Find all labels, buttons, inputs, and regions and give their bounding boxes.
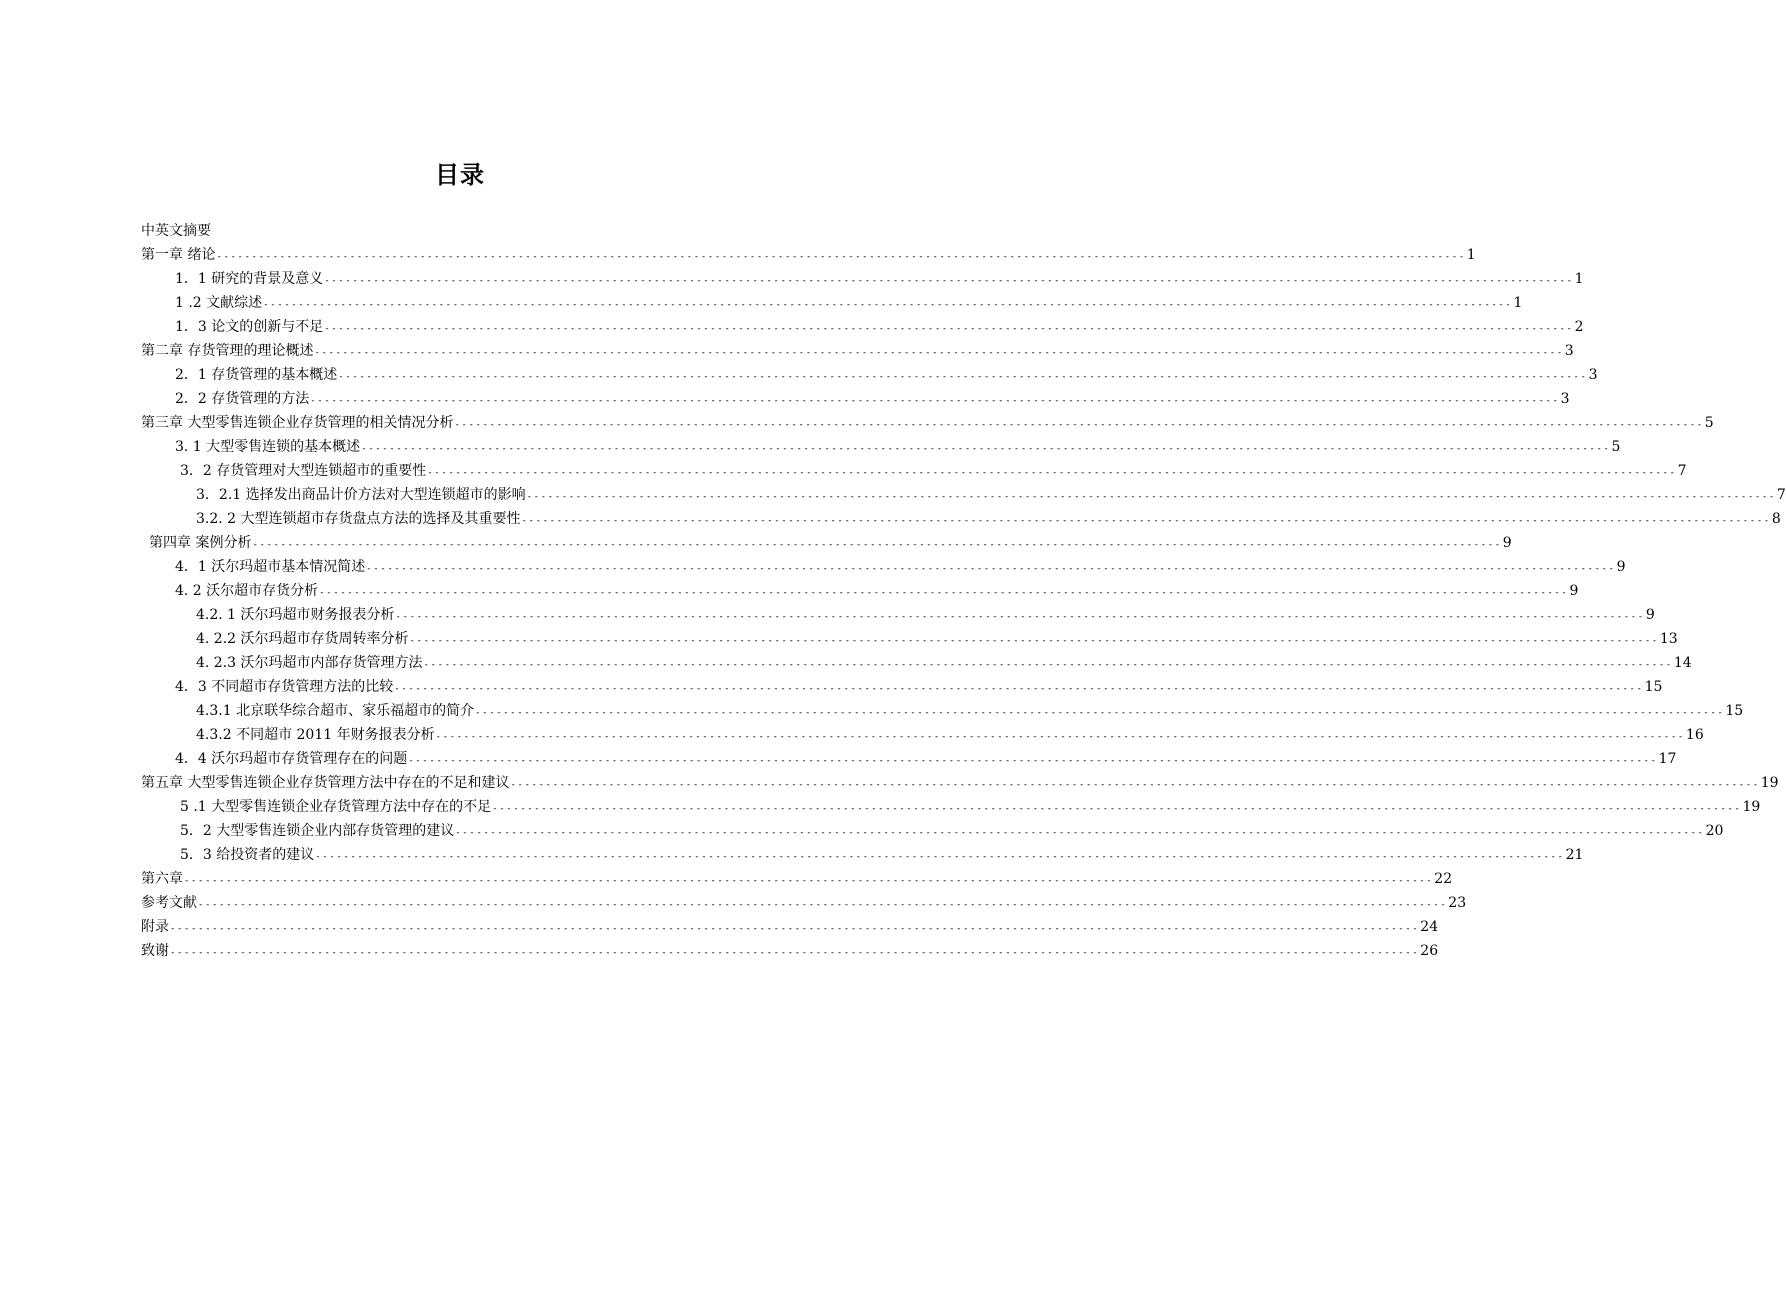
toc-entry-page: 7 bbox=[1776, 487, 1786, 503]
toc-entry-chapter-5[interactable] bbox=[141, 772, 1779, 794]
toc-dot-leader: ---------------------------------------------------------------------------------------------------------------------------------------------------------------------------------- bbox=[394, 684, 1644, 694]
toc-dot-leader: ---------------------------------------------------------------------------------------------------------------------------------------------------------------------------------- bbox=[263, 300, 1513, 310]
toc-entry-title: 附录 bbox=[141, 919, 169, 935]
toc-entry-appendix[interactable] bbox=[141, 916, 1439, 938]
toc-entry-page: 15 bbox=[1644, 679, 1663, 695]
toc-entry-4-3[interactable] bbox=[175, 676, 1663, 698]
toc-dot-leader: ---------------------------------------------------------------------------------------------------------------------------------------------------------------------------------- bbox=[170, 948, 1420, 958]
toc-entry-4-3-1[interactable] bbox=[196, 700, 1744, 722]
toc-entry-3-2-1[interactable] bbox=[196, 484, 1786, 506]
toc-entry-page: 9 bbox=[1502, 535, 1512, 551]
toc-entry-chapter-4[interactable] bbox=[149, 532, 1512, 554]
toc-entry-page: 1 bbox=[1574, 271, 1584, 287]
toc-entry-4-1[interactable] bbox=[175, 556, 1626, 578]
toc-entry-page: 3 bbox=[1564, 343, 1574, 359]
toc-entry-4-2-3[interactable] bbox=[196, 652, 1692, 674]
toc-dot-leader: ---------------------------------------------------------------------------------------------------------------------------------------------------------------------------------- bbox=[314, 348, 1564, 358]
toc-entry-3-1[interactable] bbox=[175, 436, 1621, 458]
toc-dot-leader: ---------------------------------------------------------------------------------------------------------------------------------------------------------------------------------- bbox=[526, 492, 1776, 502]
toc-dot-leader: ---------------------------------------------------------------------------------------------------------------------------------------------------------------------------------- bbox=[475, 708, 1725, 718]
toc-entry-page: 9 bbox=[1616, 559, 1626, 575]
toc-entry-page: 9 bbox=[1645, 607, 1655, 623]
toc-entry-title: 第二章 存货管理的理论概述 bbox=[141, 343, 314, 359]
toc-dot-leader: ---------------------------------------------------------------------------------------------------------------------------------------------------------------------------------- bbox=[319, 588, 1569, 598]
toc-dot-leader: ---------------------------------------------------------------------------------------------------------------------------------------------------------------------------------- bbox=[454, 420, 1704, 430]
toc-dot-leader: ---------------------------------------------------------------------------------------------------------------------------------------------------------------------------------- bbox=[427, 468, 1677, 478]
toc-entry-abstract[interactable] bbox=[141, 220, 781, 242]
toc-entry-title: 1 .2 文献综述 bbox=[175, 295, 263, 311]
toc-entry-chapter-6[interactable] bbox=[141, 868, 1453, 890]
toc-entry-1-3[interactable] bbox=[175, 316, 1584, 338]
toc-entry-page: 7 bbox=[1677, 463, 1687, 479]
toc-dot-leader: ---------------------------------------------------------------------------------------------------------------------------------------------------------------------------------- bbox=[455, 828, 1705, 838]
toc-entry-2-2[interactable] bbox=[175, 388, 1570, 410]
toc-entry-title: 第五章 大型零售连锁企业存货管理方法中存在的不足和建议 bbox=[141, 775, 510, 791]
toc-entry-page: 17 bbox=[1658, 751, 1677, 767]
toc-entry-title: 3.2. 2 大型连锁超市存货盘点方法的选择及其重要性 bbox=[196, 511, 521, 527]
toc-dot-leader: ---------------------------------------------------------------------------------------------------------------------------------------------------------------------------------- bbox=[408, 756, 1658, 766]
toc-entry-chapter-3[interactable] bbox=[141, 412, 1714, 434]
toc-entry-title: 第四章 案例分析 bbox=[149, 535, 252, 551]
toc-entry-title: 4.3.2 不同超市 2011 年财务报表分析 bbox=[196, 727, 435, 743]
toc-entry-4-2[interactable] bbox=[175, 580, 1579, 602]
toc-entry-page: 13 bbox=[1659, 631, 1678, 647]
toc-dot-leader: ---------------------------------------------------------------------------------------------------------------------------------------------------------------------------------- bbox=[198, 900, 1448, 910]
toc-entry-4-3-2[interactable] bbox=[196, 724, 1704, 746]
toc-dot-leader: ---------------------------------------------------------------------------------------------------------------------------------------------------------------------------------- bbox=[521, 516, 1771, 526]
toc-dot-leader: ---------------------------------------------------------------------------------------------------------------------------------------------------------------------------------- bbox=[184, 876, 1434, 886]
toc-entry-4-2-2[interactable] bbox=[196, 628, 1678, 650]
toc-dot-leader: ---------------------------------------------------------------------------------------------------------------------------------------------------------------------------------- bbox=[423, 660, 1673, 670]
toc-entry-page: 1 bbox=[1466, 247, 1476, 263]
toc-entry-acknowledgements[interactable] bbox=[141, 940, 1439, 962]
toc-dot-leader: ---------------------------------------------------------------------------------------------------------------------------------------------------------------------------------- bbox=[361, 444, 1611, 454]
toc-entry-page: 15 bbox=[1725, 703, 1744, 719]
toc-entry-page: 14 bbox=[1673, 655, 1692, 671]
toc-entry-1-2[interactable] bbox=[175, 292, 1523, 314]
toc-dot-leader: ---------------------------------------------------------------------------------------------------------------------------------------------------------------------------------- bbox=[315, 852, 1565, 862]
toc-dot-leader: ---------------------------------------------------------------------------------------------------------------------------------------------------------------------------------- bbox=[216, 252, 1466, 262]
toc-entry-title: 4．1 沃尔玛超市基本情况简述 bbox=[175, 559, 366, 575]
toc-entry-page: 16 bbox=[1685, 727, 1704, 743]
toc-entry-page: 5 bbox=[1611, 439, 1621, 455]
toc-entry-page: 26 bbox=[1420, 943, 1439, 959]
toc-entry-page: 3 bbox=[1560, 391, 1570, 407]
toc-entry-title: 中英文摘要 bbox=[141, 223, 211, 239]
toc-dot-leader: ---------------------------------------------------------------------------------------------------------------------------------------------------------------------------------- bbox=[338, 372, 1588, 382]
toc-entry-title: 第一章 绪论 bbox=[141, 247, 216, 263]
toc-dot-leader: ---------------------------------------------------------------------------------------------------------------------------------------------------------------------------------- bbox=[252, 540, 1502, 550]
toc-entry-title: 4.3.1 北京联华综合超市、家乐福超市的简介 bbox=[196, 703, 475, 719]
toc-entry-title: 1．1 研究的背景及意义 bbox=[175, 271, 324, 287]
toc-entry-page: 1 bbox=[1513, 295, 1523, 311]
toc-entry-title: 4. 2 沃尔超市存货分析 bbox=[175, 583, 319, 599]
toc-entry-1-1[interactable] bbox=[175, 268, 1584, 290]
toc-entry-page: 20 bbox=[1705, 823, 1724, 839]
toc-dot-leader: ---------------------------------------------------------------------------------------------------------------------------------------------------------------------------------- bbox=[170, 924, 1420, 934]
toc-entry-5-1[interactable] bbox=[180, 796, 1761, 818]
toc-entry-4-2-1[interactable] bbox=[196, 604, 1655, 626]
toc-entry-title: 2．1 存货管理的基本概述 bbox=[175, 367, 338, 383]
toc-entry-title: 第六章 bbox=[141, 871, 183, 887]
toc-dot-leader: ---------------------------------------------------------------------------------------------------------------------------------------------------------------------------------- bbox=[395, 612, 1645, 622]
toc-entry-title: 2．2 存货管理的方法 bbox=[175, 391, 310, 407]
toc-entry-3-2-2[interactable] bbox=[196, 508, 1781, 530]
toc-entry-title: 4．4 沃尔玛超市存货管理存在的问题 bbox=[175, 751, 408, 767]
toc-entry-title: 5 .1 大型零售连锁企业存货管理方法中存在的不足 bbox=[180, 799, 492, 815]
toc-entry-page: 19 bbox=[1742, 799, 1761, 815]
toc-dot-leader: ---------------------------------------------------------------------------------------------------------------------------------------------------------------------------------- bbox=[324, 324, 1574, 334]
toc-entry-chapter-1[interactable] bbox=[141, 244, 1476, 266]
toc-dot-leader: ---------------------------------------------------------------------------------------------------------------------------------------------------------------------------------- bbox=[324, 276, 1574, 286]
toc-entry-title: 第三章 大型零售连锁企业存货管理的相关情况分析 bbox=[141, 415, 454, 431]
toc-entry-5-2[interactable] bbox=[180, 820, 1724, 842]
toc-entry-page: 5 bbox=[1704, 415, 1714, 431]
toc-entry-title: 致谢 bbox=[141, 943, 169, 959]
toc-entry-page: 19 bbox=[1760, 775, 1779, 791]
toc-entry-page: 21 bbox=[1565, 847, 1584, 863]
toc-entry-title: 4.2. 1 沃尔玛超市财务报表分析 bbox=[196, 607, 395, 623]
toc-entry-title: 4. 2.3 沃尔玛超市内部存货管理方法 bbox=[196, 655, 423, 671]
toc-entry-title: 1．3 论文的创新与不足 bbox=[175, 319, 324, 335]
toc-dot-leader: ---------------------------------------------------------------------------------------------------------------------------------------------------------------------------------- bbox=[510, 780, 1760, 790]
toc-entry-page: 3 bbox=[1588, 367, 1598, 383]
toc-entry-page: 24 bbox=[1420, 919, 1439, 935]
toc-entry-chapter-2[interactable] bbox=[141, 340, 1574, 362]
toc-entry-page: 8 bbox=[1771, 511, 1781, 527]
toc-dot-leader: ---------------------------------------------------------------------------------------------------------------------------------------------------------------------------------- bbox=[435, 732, 1685, 742]
toc-entry-page: 23 bbox=[1448, 895, 1467, 911]
toc-entry-title: 参考文献 bbox=[141, 895, 197, 911]
toc-dot-leader: ---------------------------------------------------------------------------------------------------------------------------------------------------------------------------------- bbox=[310, 396, 1560, 406]
toc-entry-title: 5．2 大型零售连锁企业内部存货管理的建议 bbox=[180, 823, 455, 839]
toc-dot-leader: ---------------------------------------------------------------------------------------------------------------------------------------------------------------------------------- bbox=[366, 564, 1616, 574]
toc-entry-title: 4. 2.2 沃尔玛超市存货周转率分析 bbox=[196, 631, 409, 647]
toc-entry-2-1[interactable] bbox=[175, 364, 1598, 386]
toc-entry-4-4[interactable] bbox=[175, 748, 1677, 770]
toc-entry-title: 4．3 不同超市存货管理方法的比较 bbox=[175, 679, 394, 695]
toc-entry-references[interactable] bbox=[141, 892, 1467, 914]
toc-entry-page: 9 bbox=[1569, 583, 1579, 599]
page-title: 目录 bbox=[435, 161, 485, 189]
toc-dot-leader: ---------------------------------------------------------------------------------------------------------------------------------------------------------------------------------- bbox=[409, 636, 1659, 646]
toc-entry-title: 5．3 给投资者的建议 bbox=[180, 847, 315, 863]
toc-entry-3-2[interactable] bbox=[180, 460, 1687, 482]
toc-entry-5-3[interactable] bbox=[180, 844, 1584, 866]
toc-entry-title: 3．2.1 选择发出商品计价方法对大型连锁超市的影响 bbox=[196, 487, 526, 503]
toc-entry-page: 22 bbox=[1434, 871, 1453, 887]
toc-entry-page: 2 bbox=[1574, 319, 1584, 335]
toc-entry-title: 3．2 存货管理对大型连锁超市的重要性 bbox=[180, 463, 427, 479]
toc-entry-title: 3. 1 大型零售连锁的基本概述 bbox=[175, 439, 361, 455]
toc-dot-leader: ---------------------------------------------------------------------------------------------------------------------------------------------------------------------------------- bbox=[492, 804, 1742, 814]
